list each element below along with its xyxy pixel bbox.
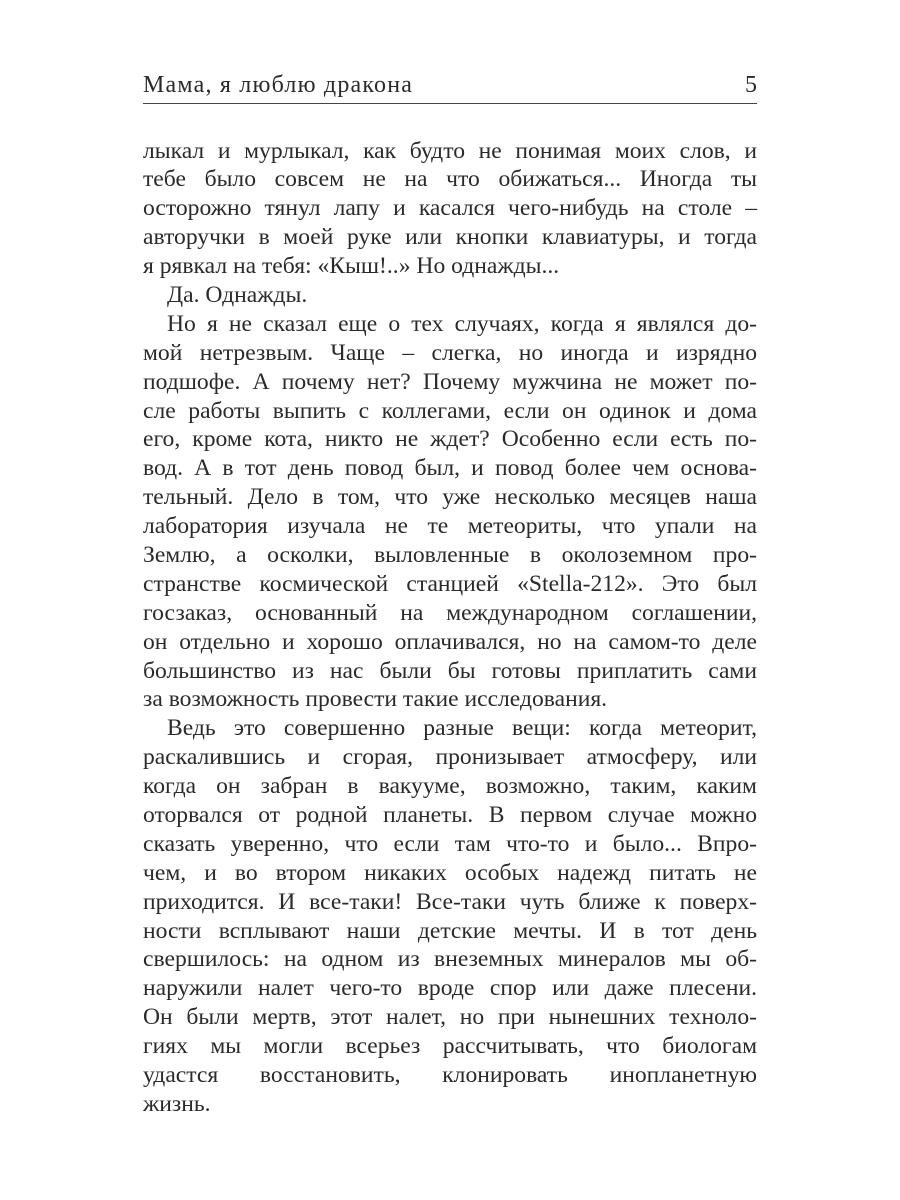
text-line: мой нетрезвым. Чаще – слегка, но иногда и изрядно [143,339,757,366]
text-line: тебе было совсем не на что обижаться... Иногда ты [143,166,757,193]
text-line: я рявкал на тебя: «Кыш!..» Но однажды... [143,253,560,280]
text-line: когда он забран в вакууме, возможно, таким, каким [143,773,757,800]
text-line: наружили налет чего-то вроде спор или даже плесени. [143,975,757,1002]
text-line: оторвался от родной планеты. В первом случае можно [143,801,757,828]
text-line: сказать уверенно, что если там что-то и было... Впро- [143,830,757,857]
page-number: 5 [745,72,757,98]
text-line: лаборатория изучала не те метеориты, что упали на [143,513,757,540]
paragraph-first-line: Да. Однажды. [167,281,308,308]
text-line: госзаказ, основанный на международном соглашении, [143,599,757,626]
text-line: гиях мы могли всерьез рассчитывать, что биологам [143,1033,757,1060]
text-line: авторучки в моей руке или кнопки клавиатуры, и тогда [143,224,757,251]
text-line: удастся восстановить, клонировать инопланетную [143,1062,757,1088]
text-line: странстве космической станцией «Stella-212». Это был [143,570,757,597]
paragraph-first-line: Ведь это совершенно разные вещи: когда метеорит, [167,715,757,742]
text-line: приходится. И все-таки! Все-таки чуть ближе к поверх- [143,888,757,915]
text-line: его, кроме кота, никто не ждет? Особенно если есть по- [143,426,757,453]
text-line: за возможность провести такие исследования. [143,686,608,713]
text-line: ности всплывают наши детские мечты. И в тот день [143,917,757,944]
text-line: сле работы выпить с коллегами, если он одинок и дома [143,397,757,424]
text-line: большинство из нас были бы готовы приплатить сами [143,657,757,684]
text-line: лыкал и мурлыкал, как будто не понимая моих слов, и [143,137,757,164]
text-line: жизнь. [143,1090,211,1117]
running-title: Мама, я люблю дракона [143,72,414,98]
text-line: вод. А в тот день повод был, и повод более чем основа- [143,455,757,482]
text-line: чем, и во втором никаких особых надежд питать не [143,859,757,886]
text-line: Он были мертв, этот налет, но при нынешних техноло- [143,1004,757,1031]
text-line: он отдельно и хорошо оплачивался, но на самом-то деле [143,628,757,655]
running-header [143,68,757,102]
paragraph-first-line: Но я не сказал еще о тех случаях, когда я являлся до- [167,310,757,337]
text-line: осторожно тянул лапу и касался чего-нибудь на столе – [143,195,757,222]
text-line: подшофе. А почему нет? Почему мужчина не может по- [143,368,757,395]
text-line: раскалившись и сгорая, пронизывает атмосферу, или [143,744,757,771]
text-line: свершилось: на одном из внеземных минералов мы об- [143,946,757,973]
header-rule [143,103,757,104]
text-line: тельный. Дело в том, что уже несколько месяцев наша [143,484,757,511]
body-text [143,137,757,1119]
text-line: Землю, а осколки, выловленные в околоземном про- [143,541,757,568]
